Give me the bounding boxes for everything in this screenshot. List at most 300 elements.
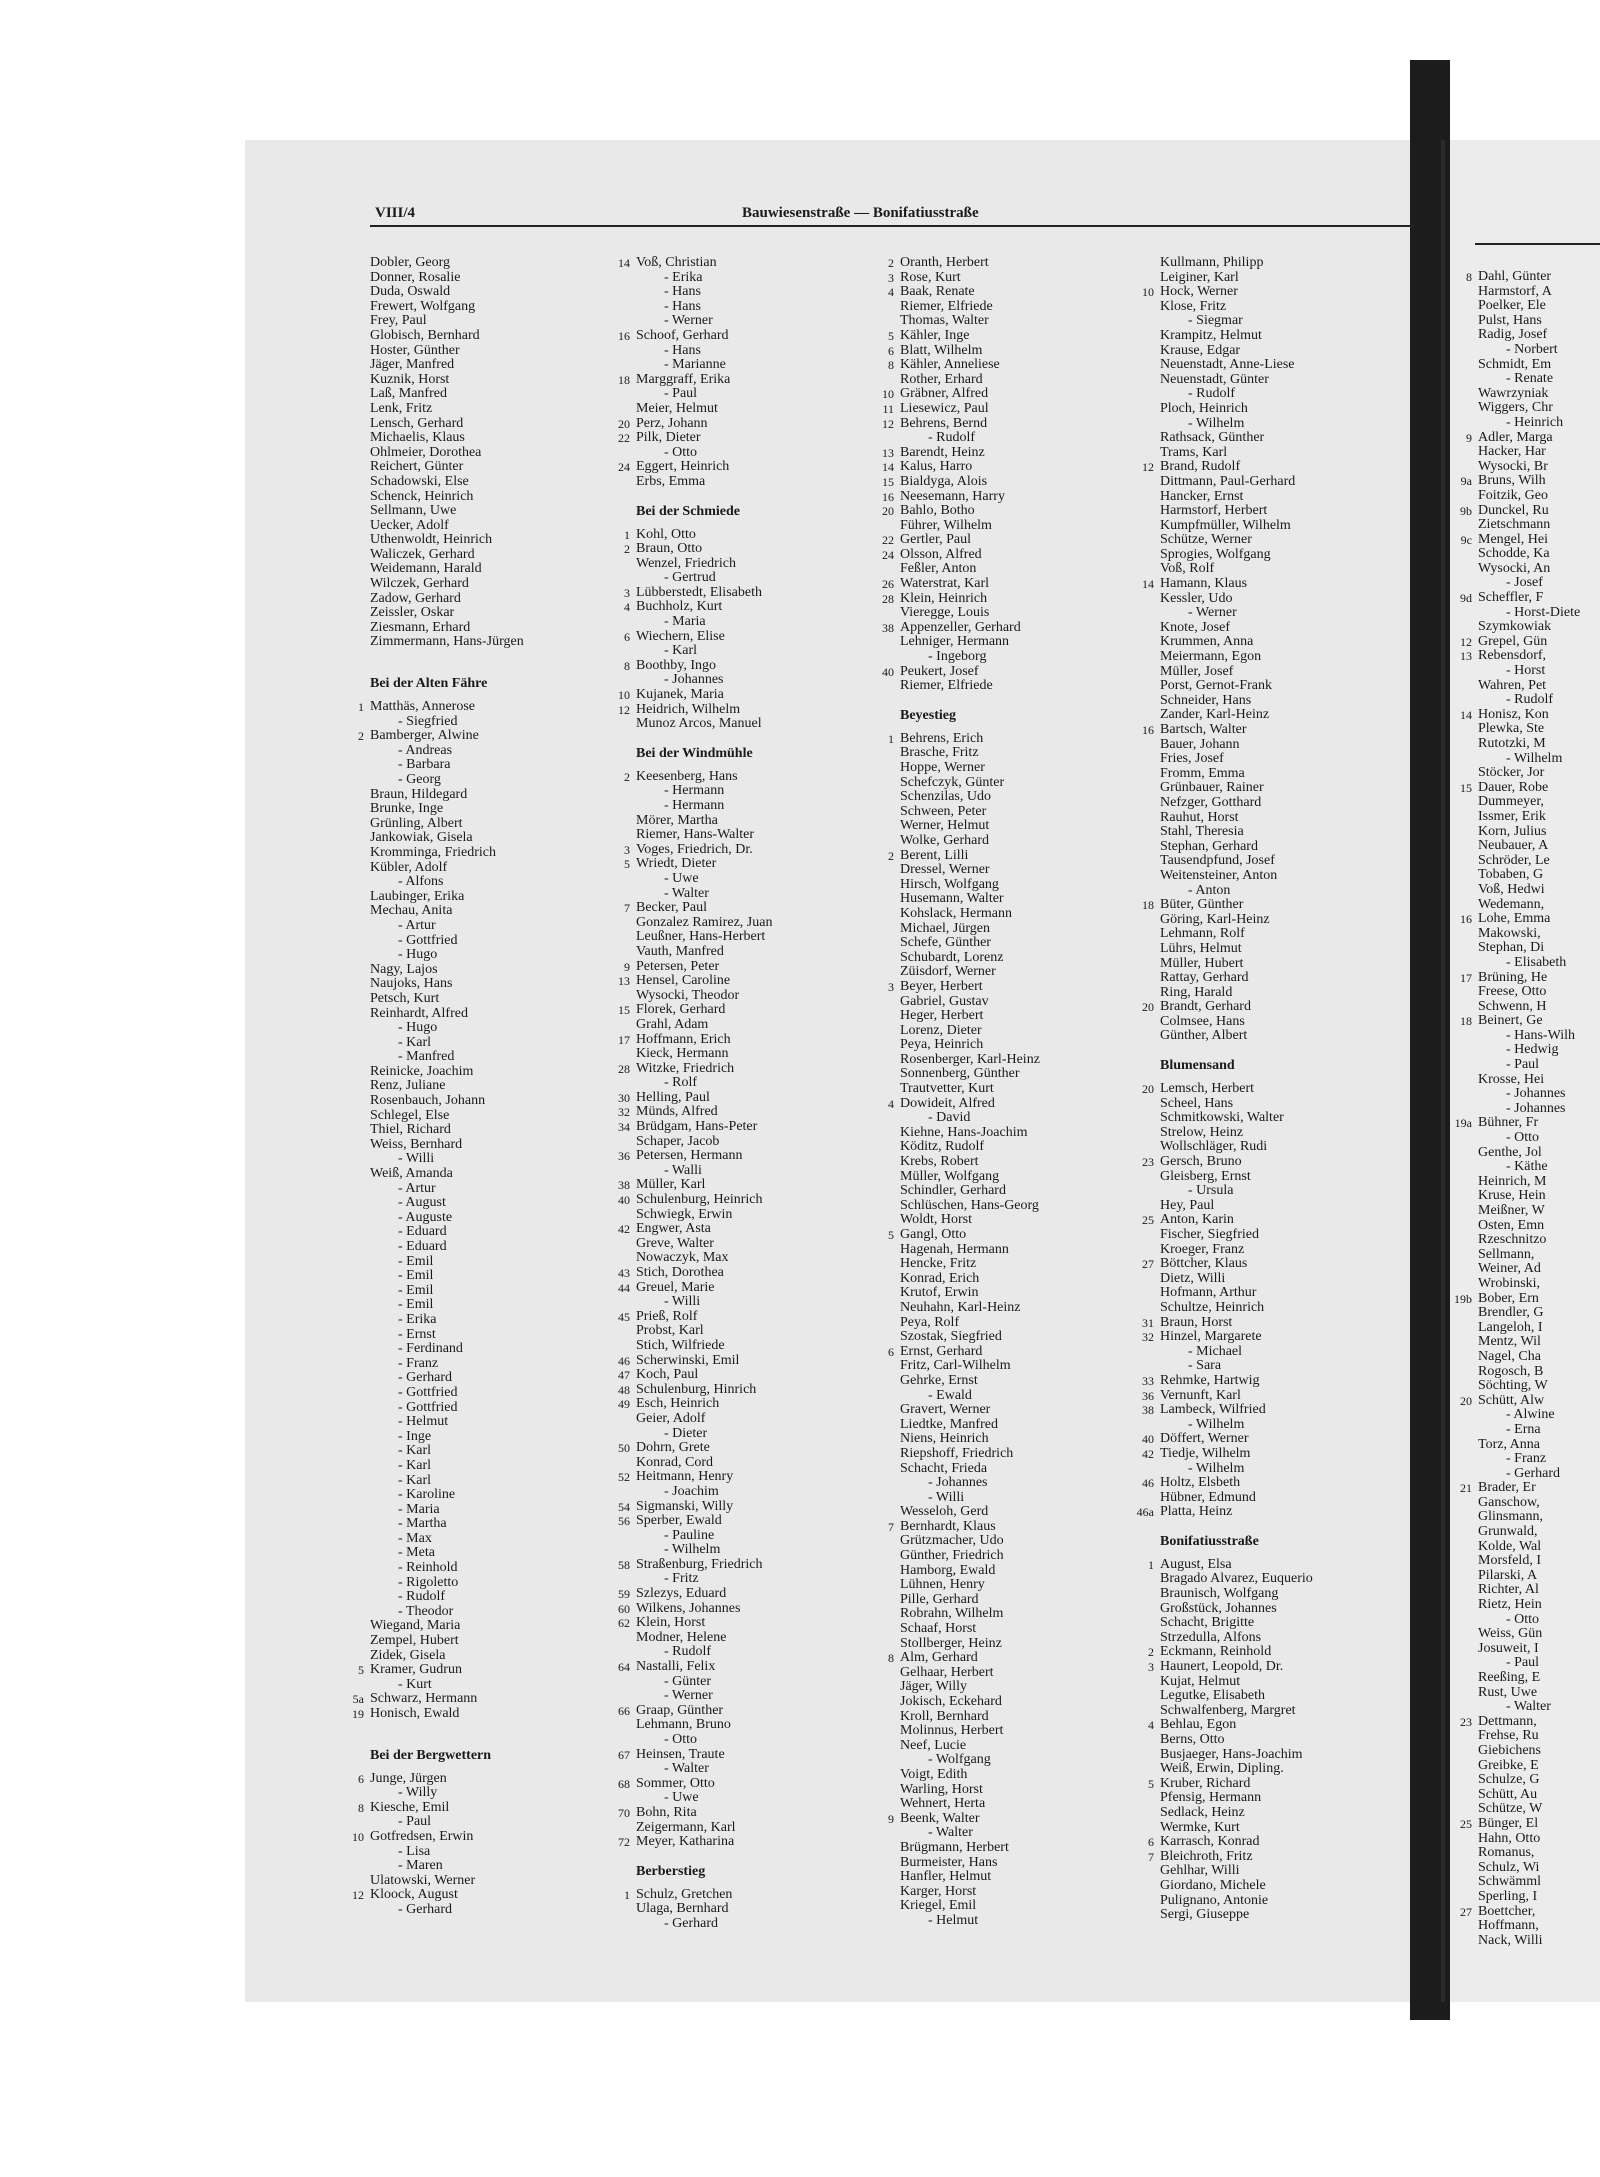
directory-entry bbox=[370, 1903, 615, 1918]
household-member-name: - Willi bbox=[664, 1294, 701, 1310]
house-number: 8 bbox=[888, 1651, 894, 1666]
household-member-name: - David bbox=[928, 1110, 971, 1126]
directory-entry bbox=[1460, 502, 1600, 519]
directory-entry bbox=[1160, 635, 1405, 650]
directory-entry bbox=[370, 1386, 615, 1401]
column-2 bbox=[618, 255, 881, 1932]
household-member-name: - Karl bbox=[398, 1034, 432, 1050]
resident-name: Ploch, Heinrich bbox=[1160, 400, 1248, 416]
directory-entry bbox=[1478, 1365, 1600, 1380]
directory-entry bbox=[900, 805, 1145, 820]
directory-entry bbox=[900, 761, 1145, 776]
resident-name: Konrad, Erich bbox=[900, 1270, 980, 1286]
resident-name: Dittmann, Paul-Gerhard bbox=[1160, 473, 1296, 489]
household-member-name: - August bbox=[398, 1195, 446, 1211]
directory-entry bbox=[888, 847, 1145, 864]
household-member-name: - Emil bbox=[398, 1253, 434, 1269]
resident-name: Liesewicz, Paul bbox=[900, 400, 989, 416]
directory-entry bbox=[1160, 1111, 1405, 1126]
directory-entry bbox=[370, 329, 615, 344]
directory-entry bbox=[900, 936, 1145, 951]
directory-entry bbox=[1478, 752, 1600, 767]
directory-entry bbox=[618, 1279, 881, 1296]
resident-name: Dowideit, Alfred bbox=[900, 1095, 995, 1111]
page-title: Bauwiesenstraße — Bonifatiusstraße bbox=[742, 205, 979, 221]
directory-entry bbox=[1160, 1806, 1405, 1821]
directory-entry bbox=[1478, 1627, 1600, 1642]
resident-name: Laubinger, Erika bbox=[370, 888, 465, 904]
household-member-name: - Helmut bbox=[398, 1414, 449, 1430]
resident-name: Müller, Josef bbox=[1160, 663, 1234, 679]
house-number: 16 bbox=[882, 489, 894, 504]
directory-entry bbox=[1478, 1219, 1600, 1234]
resident-name: Wermke, Kurt bbox=[1160, 1819, 1240, 1835]
directory-entry bbox=[900, 1009, 1145, 1024]
directory-entry bbox=[370, 1240, 615, 1255]
resident-name: Becker, Paul bbox=[636, 900, 707, 916]
directory-entry bbox=[1160, 1097, 1405, 1112]
directory-entry bbox=[636, 1295, 881, 1310]
house-number: 18 bbox=[1142, 898, 1154, 913]
resident-name: Rebensdorf, bbox=[1478, 648, 1547, 664]
directory-entry bbox=[900, 965, 1145, 980]
directory-entry bbox=[1478, 1700, 1600, 1715]
directory-entry bbox=[370, 1298, 615, 1313]
household-member-name: - Emil bbox=[398, 1297, 434, 1313]
household-member-name: - Emil bbox=[398, 1268, 434, 1284]
resident-name: Lorenz, Dieter bbox=[900, 1022, 982, 1038]
directory-entry bbox=[1478, 1160, 1600, 1175]
resident-name: Weiss, Bernhard bbox=[370, 1136, 463, 1152]
directory-entry bbox=[1478, 868, 1600, 883]
directory-entry bbox=[1160, 300, 1405, 315]
resident-name: Schulze, G bbox=[1478, 1772, 1540, 1788]
directory-entry bbox=[370, 861, 615, 876]
household-member-name: - Norbert bbox=[1506, 341, 1558, 357]
resident-name: Ziesmann, Erhard bbox=[370, 619, 471, 635]
house-number: 52 bbox=[618, 1470, 630, 1485]
directory-entry bbox=[1142, 999, 1405, 1015]
resident-name: Jankowiak, Gisela bbox=[370, 830, 473, 846]
directory-entry bbox=[1160, 475, 1405, 490]
directory-entry bbox=[888, 1650, 1145, 1666]
resident-name: Schultze, Heinrich bbox=[1160, 1299, 1265, 1315]
directory-entry bbox=[1454, 1290, 1600, 1307]
resident-name: Buchholz, Kurt bbox=[636, 599, 723, 615]
resident-name: Genthe, Jol bbox=[1478, 1144, 1542, 1160]
resident-name: Behlau, Egon bbox=[1160, 1717, 1237, 1733]
house-number: 9d bbox=[1460, 591, 1472, 606]
household-member-name: - Paul bbox=[398, 1814, 432, 1830]
resident-name: Colmsee, Hans bbox=[1160, 1013, 1245, 1029]
resident-name: Schenzilas, Udo bbox=[900, 789, 991, 805]
resident-name: Makowski, bbox=[1478, 925, 1541, 941]
resident-name: Frey, Paul bbox=[370, 313, 427, 329]
directory-entry bbox=[370, 402, 615, 417]
directory-entry bbox=[370, 758, 615, 773]
house-number: 34 bbox=[618, 1120, 630, 1135]
household-member-name: - Maria bbox=[664, 614, 706, 630]
resident-name: Krummen, Anna bbox=[1160, 634, 1254, 650]
resident-name: Eggert, Heinrich bbox=[636, 459, 730, 475]
directory-entry bbox=[1478, 606, 1600, 621]
house-number: 64 bbox=[618, 1660, 630, 1675]
resident-name: Sellmann, Uwe bbox=[370, 503, 457, 519]
resident-name: Wawrzyniak bbox=[1478, 385, 1549, 401]
directory-entry bbox=[882, 386, 1145, 402]
directory-entry bbox=[1478, 1146, 1600, 1161]
resident-name: Sperber, Ewald bbox=[636, 1513, 722, 1529]
directory-entry bbox=[900, 1724, 1145, 1739]
house-number: 8 bbox=[888, 358, 894, 373]
spacer bbox=[370, 650, 615, 662]
directory-entry bbox=[370, 1503, 615, 1518]
house-number: 36 bbox=[1142, 1388, 1154, 1403]
directory-entry bbox=[1478, 1788, 1600, 1803]
directory-entry bbox=[1478, 810, 1600, 825]
directory-entry bbox=[900, 1885, 1145, 1900]
resident-name: Schmitkowski, Walter bbox=[1160, 1110, 1284, 1126]
resident-name: Klein, Horst bbox=[636, 1615, 706, 1631]
directory-entry bbox=[370, 890, 615, 905]
resident-name: Robrahn, Wilhelm bbox=[900, 1606, 1004, 1622]
resident-name: Duda, Oswald bbox=[370, 284, 451, 300]
directory-entry bbox=[900, 1199, 1145, 1214]
resident-name: Bleichroth, Fritz bbox=[1160, 1848, 1253, 1864]
resident-name: Hamann, Klaus bbox=[1160, 576, 1248, 592]
household-member-name: - Otto bbox=[1506, 1611, 1540, 1627]
resident-name: Matthäs, Annerose bbox=[370, 699, 475, 715]
house-number: 23 bbox=[1460, 1714, 1472, 1729]
resident-name: Schütze, W bbox=[1478, 1801, 1543, 1817]
directory-entry bbox=[900, 1666, 1145, 1681]
directory-entry bbox=[1148, 1556, 1405, 1573]
resident-name: Braun, Otto bbox=[636, 541, 703, 557]
directory-entry bbox=[1478, 854, 1600, 869]
resident-name: Florek, Gerhard bbox=[636, 1002, 726, 1018]
resident-name: Riemer, Elfriede bbox=[900, 678, 993, 694]
directory-entry bbox=[1478, 562, 1600, 577]
directory-entry bbox=[882, 663, 1145, 680]
resident-name: Wedemann, bbox=[1478, 896, 1545, 912]
resident-name: Krampitz, Helmut bbox=[1160, 327, 1262, 343]
household-member-name: - Gottfried bbox=[398, 1399, 458, 1415]
resident-name: Esch, Heinrich bbox=[636, 1396, 720, 1412]
resident-name: Krosse, Hei bbox=[1478, 1071, 1545, 1087]
household-member-name: - Andreas bbox=[398, 742, 453, 758]
directory-entry bbox=[618, 687, 881, 703]
directory-entry bbox=[1160, 417, 1405, 432]
column-right-page bbox=[1454, 269, 1600, 1948]
directory-entry bbox=[900, 1505, 1145, 1520]
resident-name: Woldt, Horst bbox=[900, 1212, 972, 1228]
house-number: 4 bbox=[624, 600, 630, 615]
household-member-name: - Wilhelm bbox=[1188, 1460, 1245, 1476]
directory-entry bbox=[370, 1532, 615, 1547]
directory-entry bbox=[1478, 1335, 1600, 1350]
directory-entry bbox=[1478, 285, 1600, 300]
household-member-name: - Kurt bbox=[398, 1676, 432, 1692]
resident-name: Burmeister, Hans bbox=[900, 1854, 998, 1870]
directory-entry bbox=[624, 628, 881, 645]
directory-entry bbox=[900, 1170, 1145, 1185]
directory-entry bbox=[1478, 576, 1600, 591]
resident-name: Grahl, Adam bbox=[636, 1016, 709, 1032]
directory-entry bbox=[1160, 1587, 1405, 1602]
resident-name: Behrens, Erich bbox=[900, 730, 984, 746]
house-number: 3 bbox=[624, 585, 630, 600]
directory-entry bbox=[1160, 1602, 1405, 1617]
directory-entry bbox=[1478, 664, 1600, 679]
directory-entry bbox=[636, 1917, 881, 1932]
directory-entry bbox=[370, 621, 615, 636]
directory-entry bbox=[1478, 1934, 1600, 1949]
directory-entry bbox=[888, 730, 1145, 747]
house-number: 15 bbox=[1460, 780, 1472, 795]
directory-entry bbox=[1478, 518, 1600, 533]
directory-entry bbox=[900, 995, 1145, 1010]
resident-name: Zeissler, Oskar bbox=[370, 605, 455, 621]
resident-name: Stöcker, Jor bbox=[1478, 765, 1545, 781]
resident-name: Vauth, Manfred bbox=[636, 943, 724, 959]
directory-entry bbox=[636, 557, 881, 572]
directory-entry bbox=[900, 1783, 1145, 1798]
resident-name: Hirsch, Wolfgang bbox=[900, 876, 999, 892]
resident-name: Meyer, Katharina bbox=[636, 1834, 735, 1850]
directory-entry bbox=[370, 919, 615, 934]
resident-name: Meißner, W bbox=[1478, 1203, 1545, 1218]
household-member-name: - Heinrich bbox=[1506, 414, 1564, 430]
directory-entry bbox=[1460, 706, 1600, 723]
house-number: 2 bbox=[358, 729, 364, 744]
house-number: 32 bbox=[1142, 1330, 1154, 1345]
directory-entry bbox=[636, 1208, 881, 1223]
resident-name: Richter, Al bbox=[1478, 1582, 1539, 1598]
resident-name: Weiner, Ad bbox=[1478, 1261, 1541, 1277]
directory-entry bbox=[1160, 694, 1405, 709]
resident-name: Uecker, Adolf bbox=[370, 517, 449, 533]
resident-name: Szlezys, Eduard bbox=[636, 1586, 727, 1602]
resident-name: Braunisch, Wolfgang bbox=[1160, 1586, 1279, 1602]
resident-name: Wilczek, Gerhard bbox=[370, 576, 469, 592]
directory-entry bbox=[888, 284, 1145, 300]
resident-name: Pulignano, Antonie bbox=[1160, 1892, 1269, 1908]
house-number: 18 bbox=[1460, 1014, 1472, 1029]
directory-entry bbox=[900, 1753, 1145, 1768]
directory-entry bbox=[636, 1018, 881, 1033]
house-number: 70 bbox=[618, 1805, 630, 1820]
directory-entry bbox=[1142, 1081, 1405, 1097]
directory-entry bbox=[1478, 372, 1600, 387]
resident-name: Morsfeld, I bbox=[1478, 1553, 1541, 1569]
resident-name: Alm, Gerhard bbox=[900, 1650, 978, 1666]
directory-entry bbox=[370, 533, 615, 548]
resident-name: Reeßing, E bbox=[1478, 1670, 1541, 1685]
household-member-name: - Artur bbox=[398, 1180, 436, 1196]
directory-entry bbox=[1148, 1775, 1405, 1792]
household-member-name: - Ingeborg bbox=[928, 649, 987, 665]
house-number: 21 bbox=[1460, 1481, 1472, 1496]
directory-entry bbox=[1478, 1102, 1600, 1117]
resident-name: Schaper, Jacob bbox=[636, 1133, 720, 1149]
directory-entry bbox=[370, 577, 615, 592]
directory-entry bbox=[900, 907, 1145, 922]
resident-name: Jokisch, Eckehard bbox=[900, 1694, 1002, 1709]
directory-entry bbox=[900, 1432, 1145, 1447]
resident-name: Schefczyk, Günter bbox=[900, 774, 1005, 790]
directory-entry bbox=[618, 1060, 881, 1077]
household-member-name: - Wilhelm bbox=[664, 1542, 721, 1558]
household-member-name: - Walter bbox=[1506, 1699, 1551, 1715]
directory-entry bbox=[370, 1094, 615, 1109]
directory-entry bbox=[1142, 1475, 1405, 1491]
house-number: 60 bbox=[618, 1601, 630, 1616]
house-number: 2 bbox=[888, 848, 894, 863]
resident-name: Heitmann, Henry bbox=[636, 1469, 734, 1485]
directory-entry bbox=[1478, 766, 1600, 781]
house-number: 17 bbox=[618, 1032, 630, 1047]
directory-entry bbox=[900, 1856, 1145, 1871]
resident-name: Frewert, Wolfgang bbox=[370, 298, 476, 314]
directory-entry bbox=[1160, 1140, 1405, 1155]
directory-entry bbox=[618, 430, 881, 446]
resident-name: Wahren, Pet bbox=[1478, 677, 1547, 693]
resident-name: Schneider, Hans bbox=[1160, 692, 1252, 708]
resident-name: Wysocki, Br bbox=[1478, 458, 1548, 474]
house-number: 25 bbox=[1460, 1816, 1472, 1831]
resident-name: Rose, Kurt bbox=[900, 269, 961, 285]
directory-entry bbox=[882, 546, 1145, 563]
resident-name: Meier, Helmut bbox=[636, 400, 718, 416]
house-number: 59 bbox=[618, 1587, 630, 1602]
resident-name: Munoz Arcos, Manuel bbox=[636, 716, 762, 732]
directory-entry bbox=[370, 1561, 615, 1576]
directory-entry bbox=[636, 1412, 881, 1427]
resident-name: Schwiegk, Erwin bbox=[636, 1206, 733, 1222]
resident-name: Peya, Heinrich bbox=[900, 1037, 984, 1053]
resident-name: Lohe, Emma bbox=[1478, 911, 1551, 927]
household-member-name: - Reinhold bbox=[398, 1560, 458, 1576]
resident-name: Kähler, Inge bbox=[900, 327, 970, 343]
directory-entry bbox=[1160, 825, 1405, 840]
resident-name: Ernst, Gerhard bbox=[900, 1343, 983, 1359]
household-member-name: - Siegmar bbox=[1188, 313, 1243, 329]
resident-name: Strzedulla, Alfons bbox=[1160, 1629, 1262, 1645]
directory-entry bbox=[1160, 942, 1405, 957]
resident-name: Greuel, Marie bbox=[636, 1279, 715, 1295]
directory-entry bbox=[1160, 1748, 1405, 1763]
house-number: 6 bbox=[1148, 1835, 1154, 1850]
directory-entry bbox=[618, 1702, 881, 1719]
directory-entry bbox=[1160, 344, 1405, 359]
house-number: 33 bbox=[1142, 1373, 1154, 1388]
directory-entry bbox=[636, 1485, 881, 1500]
directory-entry bbox=[618, 1265, 881, 1281]
directory-entry bbox=[1160, 708, 1405, 723]
directory-entry bbox=[900, 1053, 1145, 1068]
house-number: 68 bbox=[618, 1776, 630, 1791]
directory-entry bbox=[370, 271, 615, 286]
resident-name: Pfensig, Hermann bbox=[1160, 1790, 1262, 1806]
resident-name: Neubauer, A bbox=[1478, 838, 1549, 854]
directory-entry bbox=[1478, 1919, 1600, 1934]
resident-name: Holtz, Elsbeth bbox=[1160, 1475, 1241, 1491]
resident-name: Peukert, Josef bbox=[900, 663, 979, 679]
resident-name: Legutke, Elisabeth bbox=[1160, 1688, 1265, 1704]
resident-name: Rust, Uwe bbox=[1478, 1684, 1538, 1700]
house-number: 47 bbox=[618, 1368, 630, 1383]
household-member-name: - Otto bbox=[664, 1732, 698, 1747]
directory-entry bbox=[1160, 1170, 1405, 1185]
directory-entry bbox=[1478, 1613, 1600, 1628]
directory-entry bbox=[888, 1343, 1145, 1360]
directory-entry bbox=[618, 1513, 881, 1529]
resident-name: Grünling, Albert bbox=[370, 815, 463, 831]
household-member-name: - Karl bbox=[398, 1443, 432, 1459]
resident-name: Kroeger, Franz bbox=[1160, 1241, 1245, 1257]
directory-entry bbox=[882, 619, 1145, 636]
resident-name: Schubardt, Lorenz bbox=[900, 949, 1004, 965]
directory-entry bbox=[370, 1459, 615, 1474]
household-member-name: - Erika bbox=[664, 269, 703, 285]
household-member-name: - Inge bbox=[398, 1428, 432, 1444]
house-number: 31 bbox=[1142, 1315, 1154, 1330]
house-number: 3 bbox=[624, 842, 630, 857]
house-number: 14 bbox=[618, 256, 630, 270]
directory-entry bbox=[1478, 1452, 1600, 1467]
directory-entry bbox=[1148, 1659, 1405, 1675]
directory-entry bbox=[1460, 1815, 1600, 1832]
resident-name: Weiß, Erwin, Dipling. bbox=[1160, 1761, 1284, 1777]
directory-entry bbox=[900, 951, 1145, 966]
resident-name: Witzke, Friedrich bbox=[636, 1060, 735, 1076]
resident-name: Bohn, Rita bbox=[636, 1804, 697, 1820]
directory-entry bbox=[1160, 1199, 1405, 1214]
directory-entry bbox=[1142, 897, 1405, 913]
resident-name: Hahn, Otto bbox=[1478, 1830, 1541, 1846]
house-number: 32 bbox=[618, 1105, 630, 1120]
directory-entry bbox=[636, 930, 881, 945]
resident-name: Pille, Gerhard bbox=[900, 1591, 979, 1607]
household-member-name: - Erika bbox=[398, 1311, 437, 1327]
resident-name: Sigmanski, Willy bbox=[636, 1498, 734, 1514]
directory-entry bbox=[1160, 811, 1405, 826]
resident-name: Pulst, Hans bbox=[1478, 312, 1542, 328]
directory-entry bbox=[1160, 913, 1405, 928]
resident-name: Schlüschen, Hans-Georg bbox=[900, 1197, 1039, 1213]
directory-entry bbox=[1478, 328, 1600, 343]
household-member-name: - Michael bbox=[1188, 1343, 1243, 1359]
directory-entry bbox=[618, 1002, 881, 1018]
resident-name: Peya, Rolf bbox=[900, 1314, 960, 1330]
directory-entry bbox=[636, 1645, 881, 1660]
resident-name: Zempel, Hubert bbox=[370, 1633, 459, 1649]
resident-name: Sprogies, Wolfgang bbox=[1160, 546, 1271, 562]
resident-name: Kramer, Gudrun bbox=[370, 1662, 462, 1678]
directory-entry bbox=[1478, 1306, 1600, 1321]
directory-entry bbox=[624, 841, 881, 858]
directory-entry bbox=[900, 1534, 1145, 1549]
directory-entry bbox=[370, 1415, 615, 1430]
resident-name: Gonzalez Ramirez, Juan bbox=[636, 914, 773, 930]
resident-name: Karrasch, Konrad bbox=[1160, 1834, 1260, 1850]
directory-entry bbox=[1160, 679, 1405, 694]
directory-entry bbox=[618, 1308, 881, 1325]
page-edge-line bbox=[1441, 140, 1445, 2002]
directory-entry bbox=[358, 699, 615, 715]
directory-entry bbox=[1142, 1329, 1405, 1345]
directory-entry bbox=[636, 387, 881, 402]
